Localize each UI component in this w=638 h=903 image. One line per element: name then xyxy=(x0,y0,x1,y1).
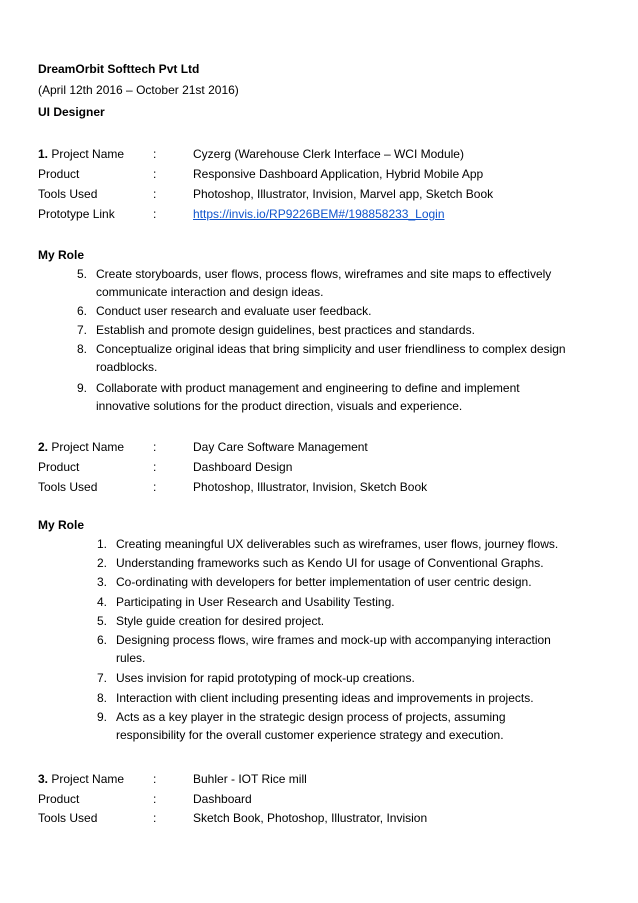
colon: : xyxy=(153,167,157,181)
project3-name-label: Project Name xyxy=(51,772,125,786)
project2-tools-value: Photoshop, Illustrator, Invision, Sketch Book xyxy=(193,480,428,494)
project2-number: 2. xyxy=(38,440,49,454)
project2-name-value: Day Care Software Management xyxy=(193,440,368,454)
colon: : xyxy=(153,792,157,806)
project2-name-label: Project Name xyxy=(51,440,125,454)
project1-product-value: Responsive Dashboard Application, Hybrid Mobile App xyxy=(193,167,484,181)
colon: : xyxy=(153,187,157,201)
project1-tools-value: Photoshop, Illustrator, Invision, Marvel app, Sketch Book xyxy=(193,187,494,201)
project1-tools-label: Tools Used xyxy=(38,187,98,201)
project3-name-value: Buhler - IOT Rice mill xyxy=(193,772,307,786)
project3-number: 3. xyxy=(38,772,49,786)
colon: : xyxy=(153,147,157,161)
project1-name-value: Cyzerg (Warehouse Clerk Interface – WCI Module) xyxy=(193,147,464,161)
project2-tools-label: Tools Used xyxy=(38,480,98,494)
company-name: DreamOrbit Softtech Pvt Ltd xyxy=(38,62,200,76)
project1-prototype-label: Prototype Link xyxy=(38,207,115,221)
colon: : xyxy=(153,772,157,786)
colon: : xyxy=(153,460,157,474)
prototype-link[interactable]: https://invis.io/RP9226BEM#/198858233_Login xyxy=(193,207,445,221)
project2-product-value: Dashboard Design xyxy=(193,460,293,474)
project2-product-label: Product xyxy=(38,460,80,474)
colon: : xyxy=(153,480,157,494)
project2-my-role-heading: My Role xyxy=(38,518,85,532)
project1-product-label: Product xyxy=(38,167,80,181)
project3-product-value: Dashboard xyxy=(193,792,252,806)
project3-product-label: Product xyxy=(38,792,80,806)
colon: : xyxy=(153,811,157,825)
project1-my-role-heading: My Role xyxy=(38,248,85,262)
job-title: UI Designer xyxy=(38,105,105,119)
project3-tools-label: Tools Used xyxy=(38,811,98,825)
project1-name-label: Project Name xyxy=(51,147,125,161)
project3-tools-value: Sketch Book, Photoshop, Illustrator, Invision xyxy=(193,811,428,825)
colon: : xyxy=(153,440,157,454)
employment-dates: (April 12th 2016 – October 21st 2016) xyxy=(38,83,239,97)
project1-number: 1. xyxy=(38,147,49,161)
colon: : xyxy=(153,207,157,221)
